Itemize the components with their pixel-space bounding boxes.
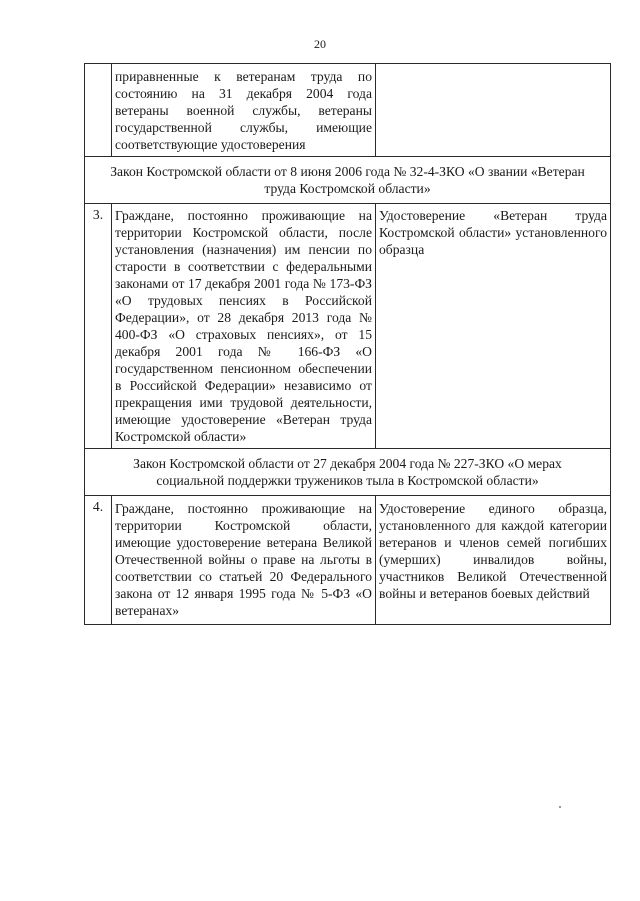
law-header-row: [85, 157, 611, 204]
recipient-category: приравненные к ветеранам труда по состоянию на 31 декабря 2004 года ветераны военной службы, ветераны государственной службы, имеющие соответствующие удостоверения: [112, 64, 376, 157]
supporting-document: [376, 64, 611, 157]
table-row: [85, 64, 611, 157]
law-title: Закон Костромской области от 8 июня 2006 года № 32-4-ЗКО «О звании «Ветеран труда Костромской области»: [85, 157, 611, 204]
recipient-category: Граждане, постоянно проживающие на территории Костромской области, имеющие удостоверение ветерана Великой Отечественной войны о праве на льготы в соответствии со статьей 20 Федерального закона от 12 января 1995 года № 5-ФЗ «О ветеранах»: [112, 496, 376, 625]
table-row: [85, 204, 611, 449]
law-header-row: [85, 449, 611, 496]
supporting-document: Удостоверение «Ветеран труда Костромской области» установленного образца: [376, 204, 611, 449]
page-number: 20: [314, 37, 326, 51]
scan-speck: [559, 806, 561, 808]
row-number: 4.: [85, 496, 112, 625]
table-row: [85, 496, 611, 625]
row-number: 3.: [85, 204, 112, 449]
row-number: [85, 64, 112, 157]
recipient-category: Граждане, постоянно проживающие на территории Костромской области, после установления (назначения) им пенсии по старости в соответствии с федеральными законами от 17 декабря 2001 года № 173-ФЗ «О трудовых пенсиях в Российской Федерации», от 28 декабря 2013 года № 400-ФЗ «О страховых пенсиях», от 15 декабря 2001 года № 166-ФЗ «О государственном пенсионном обеспечении в Российской Федерации» независимо от прекращения ими трудовой деятельности, имеющие удостоверение «Ветеран труда Костромской области»: [112, 204, 376, 449]
law-title: Закон Костромской области от 27 декабря 2004 года № 227-ЗКО «О мерах социальной поддержки тружеников тыла в Костромской области»: [85, 449, 611, 496]
supporting-document: Удостоверение единого образца, установленного для каждой категории ветеранов и членов семей погибших (умерших) инвалидов войны, участников Великой Отечественной войны и ветеранов боевых действий: [376, 496, 611, 625]
benefits-table: [84, 63, 611, 625]
